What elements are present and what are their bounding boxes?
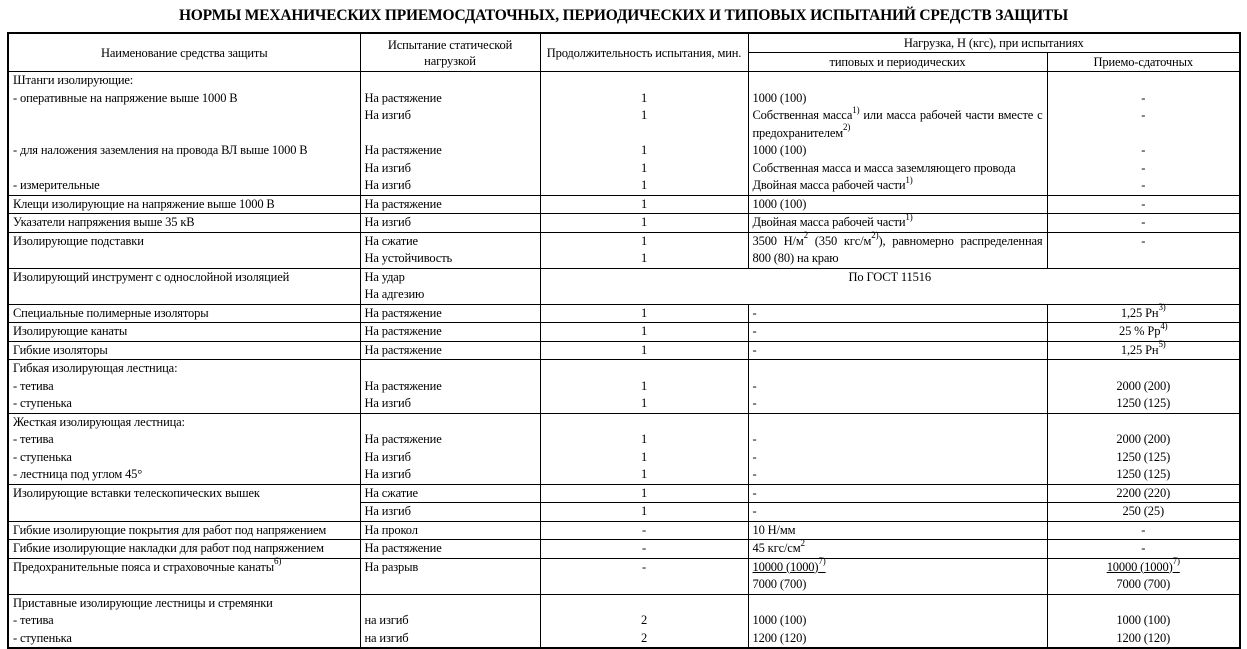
table-cell: 1,25 $Рн^{5)}$	[1047, 341, 1240, 360]
table-cell: Специальные полимерные изоляторы	[8, 304, 360, 323]
table-cell: На изгиб	[360, 160, 540, 178]
table-row	[8, 466, 1240, 484]
table-cell	[360, 413, 540, 431]
table-cell	[8, 250, 360, 268]
table-cell: 1	[540, 232, 748, 250]
table-row	[8, 341, 1240, 360]
table-row	[8, 323, 1240, 342]
table-cell	[748, 360, 1047, 378]
table-cell: 1	[540, 503, 748, 522]
header-col-static-load-test: Испытание статической нагрузкой	[360, 33, 540, 72]
table-cell: - ступенька	[8, 449, 360, 467]
table-cell	[1047, 594, 1240, 612]
table-cell	[748, 413, 1047, 431]
table-row	[8, 142, 1240, 160]
table-row	[8, 250, 1240, 268]
table-cell: -	[748, 484, 1047, 503]
table-cell: - измерительные	[8, 177, 360, 195]
table-row	[8, 268, 1240, 286]
table-cell: 1	[540, 177, 748, 195]
table-row	[8, 160, 1240, 178]
table-cell: - лестница под углом 45°	[8, 466, 360, 484]
table-cell: На сжатие	[360, 484, 540, 503]
table-cell: 3500 $Н/м^2$ (350 кгс/$м^{2)}$), равномерно распределенная 800 (80) на краю	[748, 232, 1047, 268]
table-cell: -	[540, 558, 748, 594]
table-cell: 1	[540, 466, 748, 484]
table-cell: На устойчивость	[360, 250, 540, 268]
table-cell: Изолирующие вставки телескопических вышек	[8, 484, 360, 521]
table-cell	[1047, 413, 1240, 431]
table-row	[8, 521, 1240, 540]
table-cell: На растяжение	[360, 341, 540, 360]
table-cell: Предохранительные пояса и страховочные канаты$^{6)}$	[8, 558, 360, 594]
table-cell: На разрыв	[360, 558, 540, 594]
table-cell: 45 кгс/$см^2$	[748, 540, 1047, 559]
table-cell: На растяжение	[360, 431, 540, 449]
table-cell: Гибкая изолирующая лестница:	[8, 360, 360, 378]
table-cell: 2000 (200)	[1047, 378, 1240, 396]
table-cell: -	[1047, 142, 1240, 160]
table-row	[8, 558, 1240, 594]
table-cell: На изгиб	[360, 177, 540, 195]
table-cell: Гибкие изолирующие покрытия для работ под напряжением	[8, 521, 360, 540]
table-row	[8, 360, 1240, 378]
table-cell: -	[748, 378, 1047, 396]
table-row	[8, 232, 1240, 250]
table-cell: Указатели напряжения выше 35 кВ	[8, 214, 360, 233]
table-row	[8, 304, 1240, 323]
table-cell: -	[748, 304, 1047, 323]
table-row	[8, 72, 1240, 90]
table-cell: -	[748, 449, 1047, 467]
table-cell	[540, 360, 748, 378]
table-cell: 1	[540, 341, 748, 360]
table-cell: 1250 (125)	[1047, 466, 1240, 484]
table-cell: 1	[540, 142, 748, 160]
table-cell: Двойная масса рабочей части$^{1)}$	[748, 177, 1047, 195]
header-col-load-group: Нагрузка, Н (кгс), при испытаниях	[748, 33, 1240, 53]
table-cell: 1	[540, 107, 748, 142]
table-cell: 2	[540, 630, 748, 649]
table-cell: Клещи изолирующие на напряжение выше 1000 В	[8, 195, 360, 214]
table-cell: 1	[540, 214, 748, 233]
table-cell	[540, 413, 748, 431]
table-cell: Изолирующие подставки	[8, 232, 360, 250]
table-cell: на изгиб	[360, 630, 540, 649]
table-cell: - оперативные на напряжение выше 1000 В	[8, 90, 360, 108]
table-cell: Гибкие изолирующие накладки для работ под напряжением	[8, 540, 360, 559]
table-row	[8, 449, 1240, 467]
table-cell: - тетива	[8, 431, 360, 449]
table-cell: Двойная масса рабочей части$^{1)}$	[748, 214, 1047, 233]
table-cell: На изгиб	[360, 466, 540, 484]
table-row	[8, 484, 1240, 503]
table-cell: 1	[540, 484, 748, 503]
table-cell: -	[1047, 195, 1240, 214]
table-cell: -	[1047, 540, 1240, 559]
table-cell: 1000 (100)	[748, 142, 1047, 160]
table-cell	[8, 286, 360, 304]
table-row	[8, 630, 1240, 649]
table-cell: Изолирующий инструмент с однослойной изоляцией	[8, 268, 360, 286]
table-cell: На изгиб	[360, 503, 540, 522]
table-cell: 1	[540, 250, 748, 268]
table-cell: На изгиб	[360, 449, 540, 467]
table-cell: -	[748, 466, 1047, 484]
table-row	[8, 214, 1240, 233]
table-cell	[748, 72, 1047, 90]
table-cell: 1	[540, 378, 748, 396]
table-cell: 1	[540, 431, 748, 449]
table-cell: -	[1047, 232, 1240, 250]
table-cell: 1200 (120)	[1047, 630, 1240, 649]
table-cell: -	[1047, 107, 1240, 142]
table-cell: -	[748, 323, 1047, 342]
table-cell: На изгиб	[360, 214, 540, 233]
table-cell: Приставные изолирующие лестницы и стремянки	[8, 594, 360, 612]
page-title: НОРМЫ МЕХАНИЧЕСКИХ ПРИЕМОСДАТОЧНЫХ, ПЕРИОДИЧЕСКИХ И ТИПОВЫХ ИСПЫТАНИЙ СРЕДСТВ ЗАЩИТЫ	[178, 7, 1069, 24]
table-cell: На адгезию	[360, 286, 540, 304]
table-row	[8, 195, 1240, 214]
header-col-load-acceptance: Приемо-сдаточных	[1047, 53, 1240, 72]
table-cell: -	[1047, 160, 1240, 178]
table-cell: -	[748, 431, 1047, 449]
table-cell: 25 % $Рр^{4)}$	[1047, 323, 1240, 342]
table-cell	[748, 594, 1047, 612]
table-row	[8, 540, 1240, 559]
table-cell: На прокол	[360, 521, 540, 540]
table-row	[8, 90, 1240, 108]
table-row	[8, 395, 1240, 413]
table-cell: 1250 (125)	[1047, 449, 1240, 467]
table-cell: Собственная масса и масса заземляющего провода	[748, 160, 1047, 178]
table-row	[8, 413, 1240, 431]
table-cell: Жесткая изолирующая лестница:	[8, 413, 360, 431]
table-cell: на изгиб	[360, 612, 540, 630]
table-cell: На удар	[360, 268, 540, 286]
table-cell: Гибкие изоляторы	[8, 341, 360, 360]
table-row	[8, 612, 1240, 630]
table-cell: 2000 (200)	[1047, 431, 1240, 449]
table-cell	[540, 72, 748, 90]
table-cell: 10 Н/мм	[748, 521, 1047, 540]
table-cell: Собственная масса$^{1)}$ или масса рабочей части вместе с предохранителем$^{2)}$	[748, 107, 1047, 142]
table-row	[8, 594, 1240, 612]
table-cell: На растяжение	[360, 378, 540, 396]
table-cell	[540, 594, 748, 612]
table-cell: -	[748, 341, 1047, 360]
table-cell: 1	[540, 323, 748, 342]
table-cell	[360, 72, 540, 90]
table-cell: На растяжение	[360, 90, 540, 108]
table-body	[8, 72, 1240, 649]
table-cell	[8, 160, 360, 178]
table-row	[8, 107, 1240, 142]
table-cell: На сжатие	[360, 232, 540, 250]
table-cell: На изгиб	[360, 395, 540, 413]
header-col-duration: Продолжительность испытания, мин.	[540, 33, 748, 72]
table-cell	[360, 360, 540, 378]
table-cell: 2	[540, 612, 748, 630]
table-cell: 1	[540, 449, 748, 467]
table-cell: 10000 $(1000)^{7)}$ 7000 (700)	[1047, 558, 1240, 594]
table-cell: На растяжение	[360, 323, 540, 342]
table-row	[8, 177, 1240, 195]
table-cell: Штанги изолирующие:	[8, 72, 360, 90]
table-cell: -	[748, 503, 1047, 522]
table-cell	[1047, 250, 1240, 268]
table-cell: 1	[540, 160, 748, 178]
table-cell: 1,25 $Рн^{3)}$	[1047, 304, 1240, 323]
table-row	[8, 431, 1240, 449]
table-cell: - ступенька	[8, 395, 360, 413]
table-cell	[1047, 72, 1240, 90]
table-cell: 1000 (100)	[1047, 612, 1240, 630]
table-cell: - тетива	[8, 378, 360, 396]
table-cell: На растяжение	[360, 195, 540, 214]
header-col-name: Наименование средства защиты	[8, 33, 360, 72]
table-cell: - тетива	[8, 612, 360, 630]
table-cell: 1	[540, 90, 748, 108]
table-cell: 1	[540, 304, 748, 323]
table-cell: -	[1047, 214, 1240, 233]
table-cell: 1000 (100)	[748, 90, 1047, 108]
test-norms-table	[7, 32, 1241, 649]
table-cell	[360, 594, 540, 612]
table-cell: -	[1047, 521, 1240, 540]
table-cell: 1	[540, 195, 748, 214]
table-cell: 1	[540, 395, 748, 413]
table-cell: 1000 (100)	[748, 195, 1047, 214]
table-cell: 1200 (120)	[748, 630, 1047, 649]
table-cell: - ступенька	[8, 630, 360, 649]
table-cell: На растяжение	[360, 142, 540, 160]
table-cell: 2200 (220)	[1047, 484, 1240, 503]
table-cell: 10000 $(1000)^{7)}$ 7000 (700)	[748, 558, 1047, 594]
table-cell: На растяжение	[360, 540, 540, 559]
header-col-load-typical: типовых и периодических	[748, 53, 1047, 72]
table-cell: Изолирующие канаты	[8, 323, 360, 342]
table-cell: -	[540, 540, 748, 559]
table-cell: 250 (25)	[1047, 503, 1240, 522]
table-cell: 1250 (125)	[1047, 395, 1240, 413]
table-row	[8, 378, 1240, 396]
table-cell: - для наложения заземления на провода ВЛ выше 1000 В	[8, 142, 360, 160]
table-cell: -	[1047, 90, 1240, 108]
table-cell	[1047, 360, 1240, 378]
table-cell: На изгиб	[360, 107, 540, 142]
table-cell: На растяжение	[360, 304, 540, 323]
table-cell: -	[540, 521, 748, 540]
table-header	[8, 33, 1240, 72]
table-cell: -	[748, 395, 1047, 413]
table-cell	[8, 107, 360, 142]
table-cell: По ГОСТ 11516	[540, 268, 1240, 304]
table-cell: -	[1047, 177, 1240, 195]
table-cell: 1000 (100)	[748, 612, 1047, 630]
